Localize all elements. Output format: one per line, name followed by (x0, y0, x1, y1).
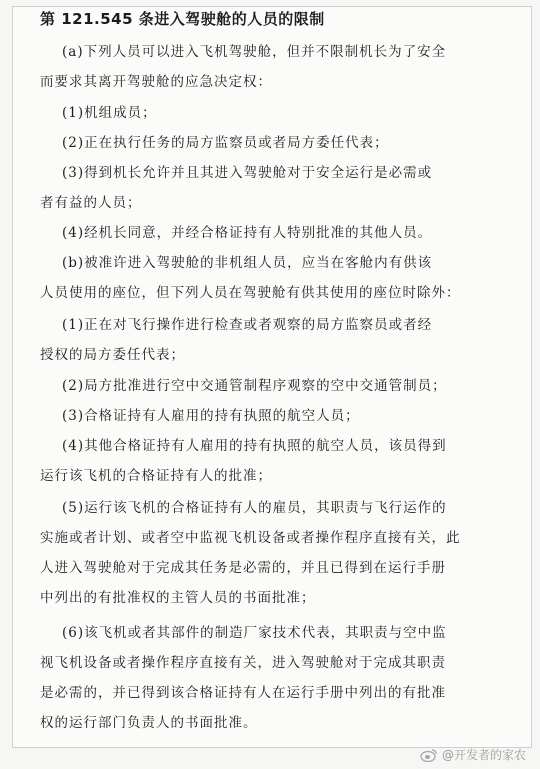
paragraph-line: 人进入驾驶舱对于完成其任务是必需的，并且已得到在运行手册 (40, 560, 446, 576)
paragraph-line: (3)合格证持有人雇用的持有执照的航空人员； (62, 408, 360, 424)
watermark-text: @开发者的家农 (441, 748, 526, 762)
paragraph-line: (2)局方批准进行空中交通管制程序观察的空中交通管制员； (62, 378, 447, 394)
paragraph-line: (1)机组成员； (62, 105, 157, 121)
paragraph-line: (b)被准许进入驾驶舱的非机组人员，应当在客舱内有供该 (62, 255, 433, 271)
paragraph-line: 是必需的，并已得到该合格证持有人在运行手册中列出的有批准 (40, 685, 446, 701)
paragraph-line: 视飞机设备或者操作程序直接有关，进入驾驶舱对于完成其职责 (40, 655, 446, 671)
paragraph-line: (4)其他合格证持有人雇用的持有执照的航空人员，该员得到 (62, 438, 447, 454)
paragraph-line: (5)运行该飞机的合格证持有人的雇员，其职责与飞行运作的 (62, 500, 447, 516)
paragraph-line: (4)经机长同意，并经合格证持有人特别批准的其他人员。 (62, 225, 433, 241)
document-title: 第 121.545 条进入驾驶舱的人员的限制 (40, 10, 325, 28)
paragraph-line: 人员使用的座位，但下列人员在驾驶舱有供其使用的座位时除外： (40, 285, 461, 301)
weibo-icon (420, 748, 438, 762)
paragraph-line: 运行该飞机的合格证持有人的批准； (40, 468, 272, 484)
paragraph-line: (2)正在执行任务的局方监察员或者局方委任代表； (62, 135, 389, 151)
paragraph-line: 权的运行部门负责人的书面批准。 (40, 715, 258, 731)
paragraph-line: (a)下列人员可以进入飞机驾驶舱，但并不限制机长为了安全 (62, 44, 447, 60)
paragraph-line: 而要求其离开驾驶舱的应急决定权： (40, 74, 272, 90)
paragraph-line: 者有益的人员； (40, 195, 142, 211)
paragraph-line: (1)正在对飞行操作进行检查或者观察的局方监察员或者经 (62, 317, 433, 333)
paragraph-line: 中列出的有批准权的主管人员的书面批准； (40, 590, 316, 606)
paragraph-line: (3)得到机长允许并且其进入驾驶舱对于安全运行是必需或 (62, 165, 433, 181)
paragraph-line: 授权的局方委任代表； (40, 347, 185, 363)
watermark (420, 746, 526, 763)
paragraph-line: 实施或者计划、或者空中监视飞机设备或者操作程序直接有关，此 (40, 530, 461, 546)
paragraph-line: (6)该飞机或者其部件的制造厂家技术代表，其职责与空中监 (62, 625, 447, 641)
